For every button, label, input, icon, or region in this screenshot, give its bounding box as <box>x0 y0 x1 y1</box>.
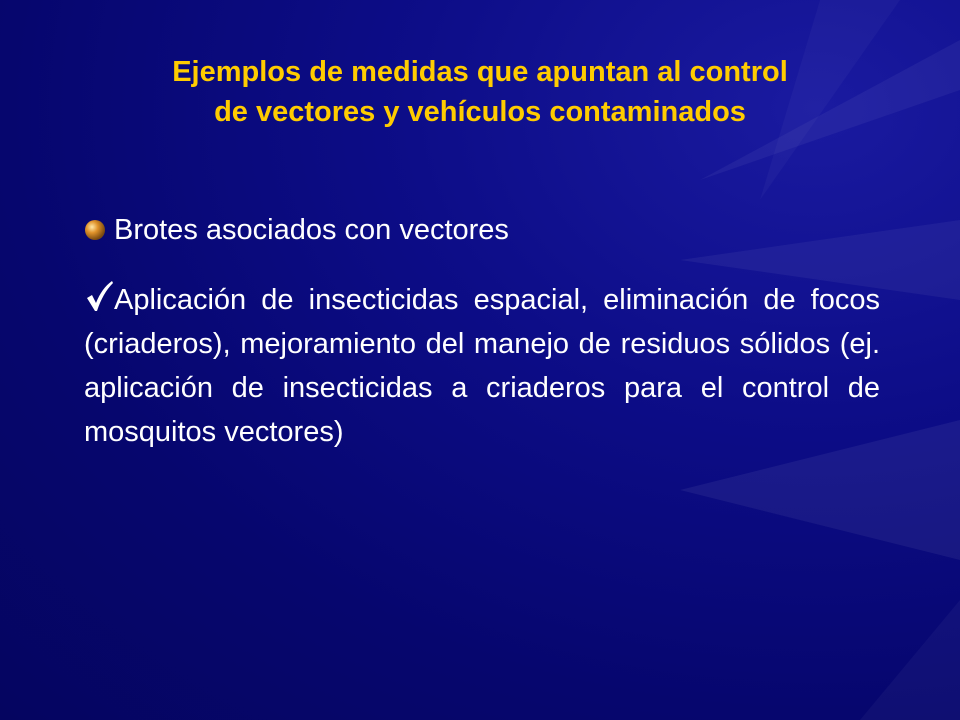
bullet-item <box>84 210 509 250</box>
checkmark-icon <box>84 279 114 313</box>
bullet-label: Brotes asociados con vectores <box>114 213 509 246</box>
body-text: Aplicación de insecticidas espacial, eliminación de focos (criaderos), mejoramiento del manejo de residuos sólidos (ej. aplicación de insecticidas a criaderos para el control de mosquitos vectores) <box>84 284 880 448</box>
orange-sphere-bullet-icon <box>84 219 106 241</box>
slide-title <box>60 52 900 132</box>
title-line-1: Ejemplos de medidas que apuntan al control <box>172 56 788 88</box>
title-line-2: de vectores y vehículos contaminados <box>214 96 746 128</box>
body-paragraph <box>84 278 880 454</box>
